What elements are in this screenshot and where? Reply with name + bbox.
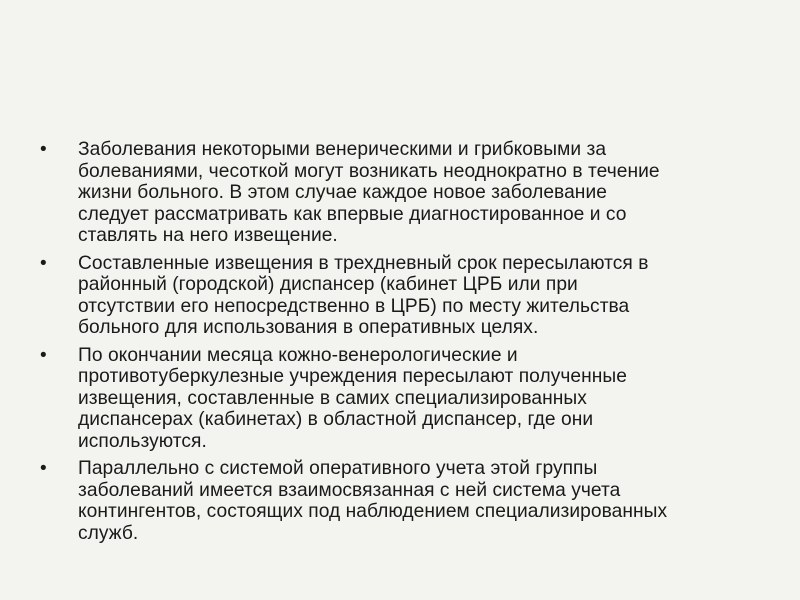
bullet-text: Заболевания некоторыми венерическими и грибковыми за болеваниями, чесоткой могут возникать неоднократно в течение жизни больного. В этом случае каждое новое заболевание следует рассматривать как впервые диагностированное и со ставлять на него извещение.: [78, 139, 660, 246]
bullet-icon: •: [40, 252, 47, 274]
bullet-icon: •: [40, 344, 47, 366]
bullet-item-3: [40, 345, 760, 453]
bullet-list: [40, 139, 760, 550]
bullet-icon: •: [40, 139, 47, 160]
bullet-icon: •: [40, 458, 47, 479]
bullet-text: Составленные извещения в трехдневный срок пересылаются в районный (городской) диспансер (кабинет ЦРБ или при отсутствии его непосредственно в ЦРБ) по месту жительства больного для использования в оперативных целях.: [78, 252, 649, 338]
bullet-text: Параллельно с системой оперативного учета этой группы заболеваний имеется взаимосвязанная с ней система учета контингентов, состоящих под наблюдением специализированных служб.: [78, 458, 668, 544]
bullet-item-2: [40, 253, 760, 339]
bullet-item-4: [40, 458, 760, 544]
bullet-text: По окончании месяца кожно-венерологические и противотуберкулезные учреждения пересылают полученные извещения, составленные в самих специализированных диспансерах (кабинетах) в областной диспансер, где они используются.: [78, 344, 627, 452]
bullet-item-1: [40, 139, 760, 247]
